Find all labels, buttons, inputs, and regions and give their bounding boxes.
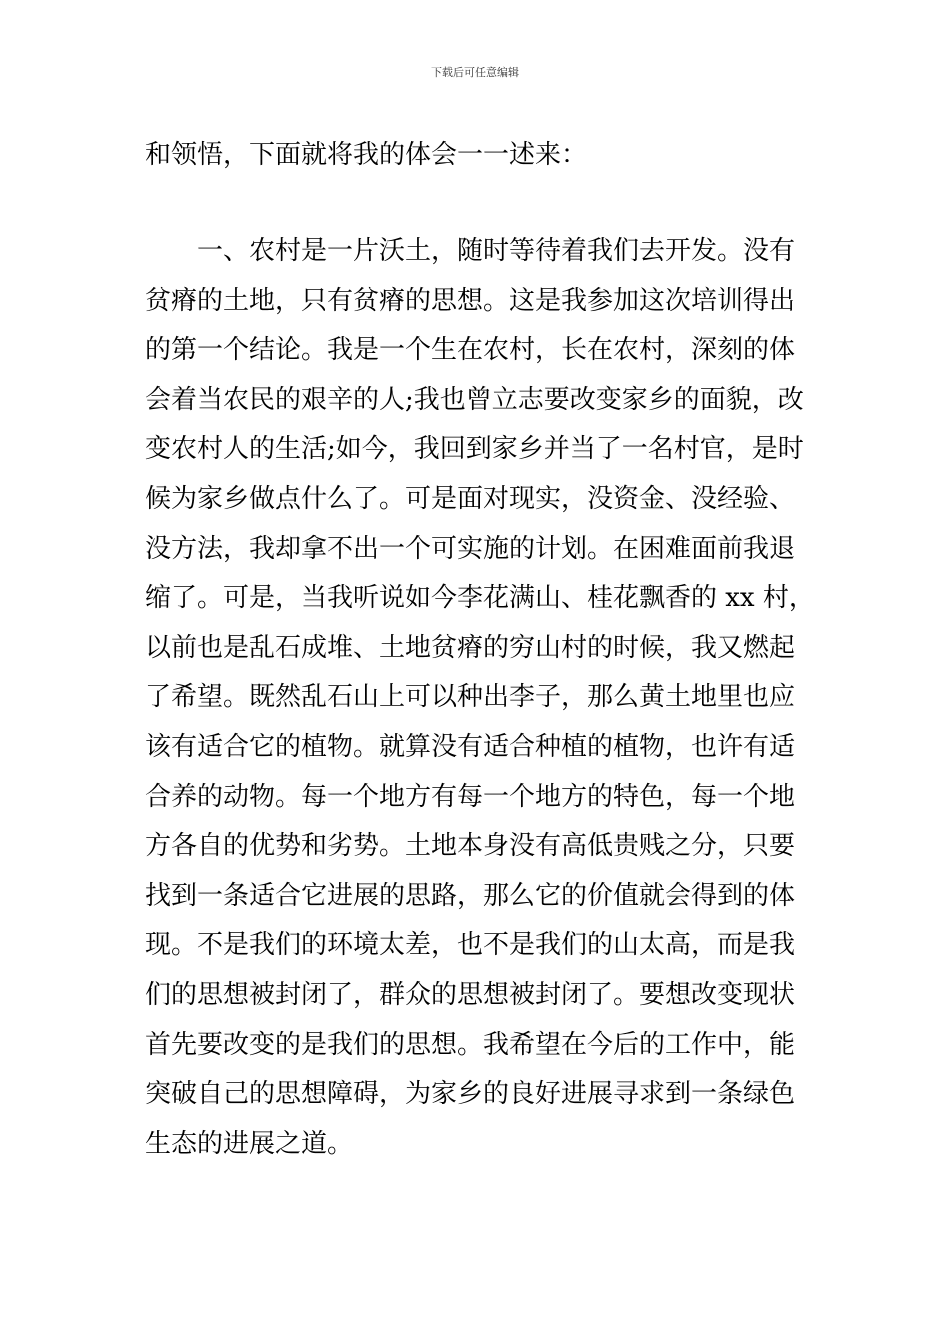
- header-note: 下载后可任意编辑: [431, 66, 519, 79]
- paragraph-one: [145, 227, 815, 1169]
- paragraph-line: 缩了。可是，当我听说如今李花满山、桂花飘香的 xx 村，: [145, 583, 815, 614]
- paragraph-line: 找到一条适合它进展的思路，那么它的价值就会得到的体: [145, 880, 796, 911]
- paragraph-line: 会着当农民的艰辛的人;我也曾立志要改变家乡的面貌，改: [145, 384, 804, 415]
- paragraph-line: 以前也是乱石成堆、土地贫瘠的穷山村的时候，我又燃起: [145, 632, 796, 663]
- paragraph-line: 们的思想被封闭了，群众的思想被封闭了。要想改变现状: [145, 979, 796, 1010]
- paragraph-line: 方各自的优势和劣势。土地本身没有高低贵贱之分，只要: [145, 831, 796, 862]
- paragraph-line: 首先要改变的是我们的思想。我希望在今后的工作中，能: [145, 1029, 796, 1060]
- paragraph-line: 一、农村是一片沃土，随时等待着我们去开发。没有: [197, 236, 796, 266]
- paragraph-line: 没方法，我却拿不出一个可实施的计划。在困难面前我退: [145, 533, 796, 564]
- intro-line: 和领悟，下面就将我的体会一一述来：: [145, 140, 588, 170]
- paragraph-line: 了希望。既然乱石山上可以种出李子，那么黄土地里也应: [145, 682, 796, 713]
- paragraph-line: 的第一个结论。我是一个生在农村，长在农村，深刻的体: [145, 335, 796, 366]
- paragraph-line: 突破自己的思想障碍，为家乡的良好进展寻求到一条绿色: [145, 1079, 796, 1110]
- paragraph-line: 现。不是我们的环境太差，也不是我们的山太高，而是我: [145, 930, 796, 961]
- paragraph-line: 生态的进展之道。: [145, 1128, 354, 1159]
- paragraph-line: 变农村人的生活;如今，我回到家乡并当了一名村官，是时: [145, 434, 804, 465]
- paragraph-line: 该有适合它的植物。就算没有适合种植的植物，也许有适: [145, 731, 796, 762]
- paragraph-line: 候为家乡做点什么了。可是面对现实，没资金、没经验、: [145, 483, 796, 514]
- paragraph-line: 贫瘠的土地，只有贫瘠的思想。这是我参加这次培训得出: [145, 285, 796, 316]
- paragraph-line: 合养的动物。每一个地方有每一个地方的特色，每一个地: [145, 781, 796, 812]
